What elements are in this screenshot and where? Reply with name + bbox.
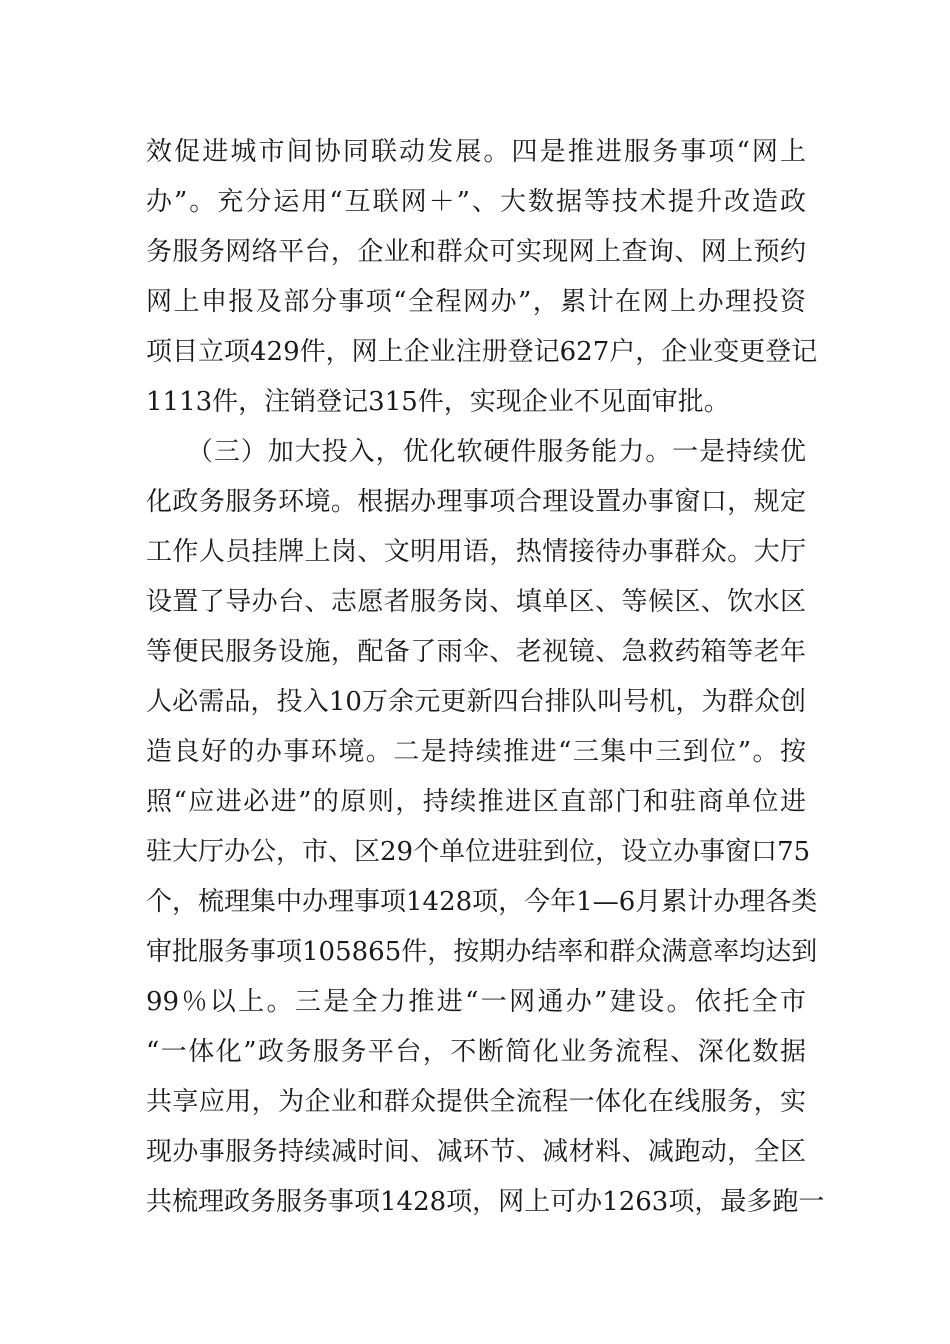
body-text [146, 127, 825, 1227]
text-line: 审批服务事项105865件，按期办结率和群众满意率均达到 [146, 937, 818, 967]
text-line: 现办事服务持续减时间、减环节、减材料、减跑动，全区 [146, 1137, 806, 1167]
text-line: 化政务服务环境。根据办理事项合理设置办事窗口，规定 [146, 487, 806, 517]
text-line: 网上申报及部分事项“全程网办”，累计在网上办理投资 [146, 287, 806, 317]
text-line: 共享应用，为企业和群众提供全流程一体化在线服务，实 [146, 1087, 806, 1117]
text-line: 效促进城市间协同联动发展。四是推进服务事项“网上 [146, 137, 806, 167]
text-line: 1113件，注销登记315件，实现企业不见面审批。 [146, 387, 730, 417]
text-line: 工作人员挂牌上岗、文明用语，热情接待办事群众。大厅 [146, 537, 806, 567]
text-line: 办”。充分运用“互联网＋”、大数据等技术提升改造政 [146, 187, 806, 217]
text-line: 99％以上。三是全力推进“一网通办”建设。依托全市 [146, 987, 806, 1017]
text-line: 个，梳理集中办理事项1428项，今年1—6月累计办理各类 [146, 887, 818, 917]
text-line: “一体化”政务服务平台，不断简化业务流程、深化数据 [146, 1037, 806, 1067]
text-line: 人必需品，投入10万余元更新四台排队叫号机，为群众创 [146, 687, 806, 717]
text-line: 务服务网络平台，企业和群众可实现网上查询、网上预约 [146, 237, 806, 267]
text-line: 项目立项429件，网上企业注册登记627户，企业变更登记 [146, 337, 818, 367]
text-line: 造良好的办事环境。二是持续推进“三集中三到位”。按 [146, 737, 806, 767]
text-line: 驻大厅办公，市、区29个单位进驻到位，设立办事窗口75 [146, 837, 811, 867]
text-line: 共梳理政务服务事项1428项，网上可办1263项，最多跑一 [146, 1187, 825, 1217]
text-line: 设置了导办台、志愿者服务岗、填单区、等候区、饮水区 [146, 587, 806, 617]
text-line: 照“应进必进”的原则，持续推进区直部门和驻商单位进 [146, 787, 806, 817]
section-heading-line: （三）加大投入，优化软硬件服务能力。一是持续优 [146, 437, 806, 467]
text-line: 等便民服务设施，配备了雨伞、老视镜、急救药箱等老年 [146, 637, 806, 667]
